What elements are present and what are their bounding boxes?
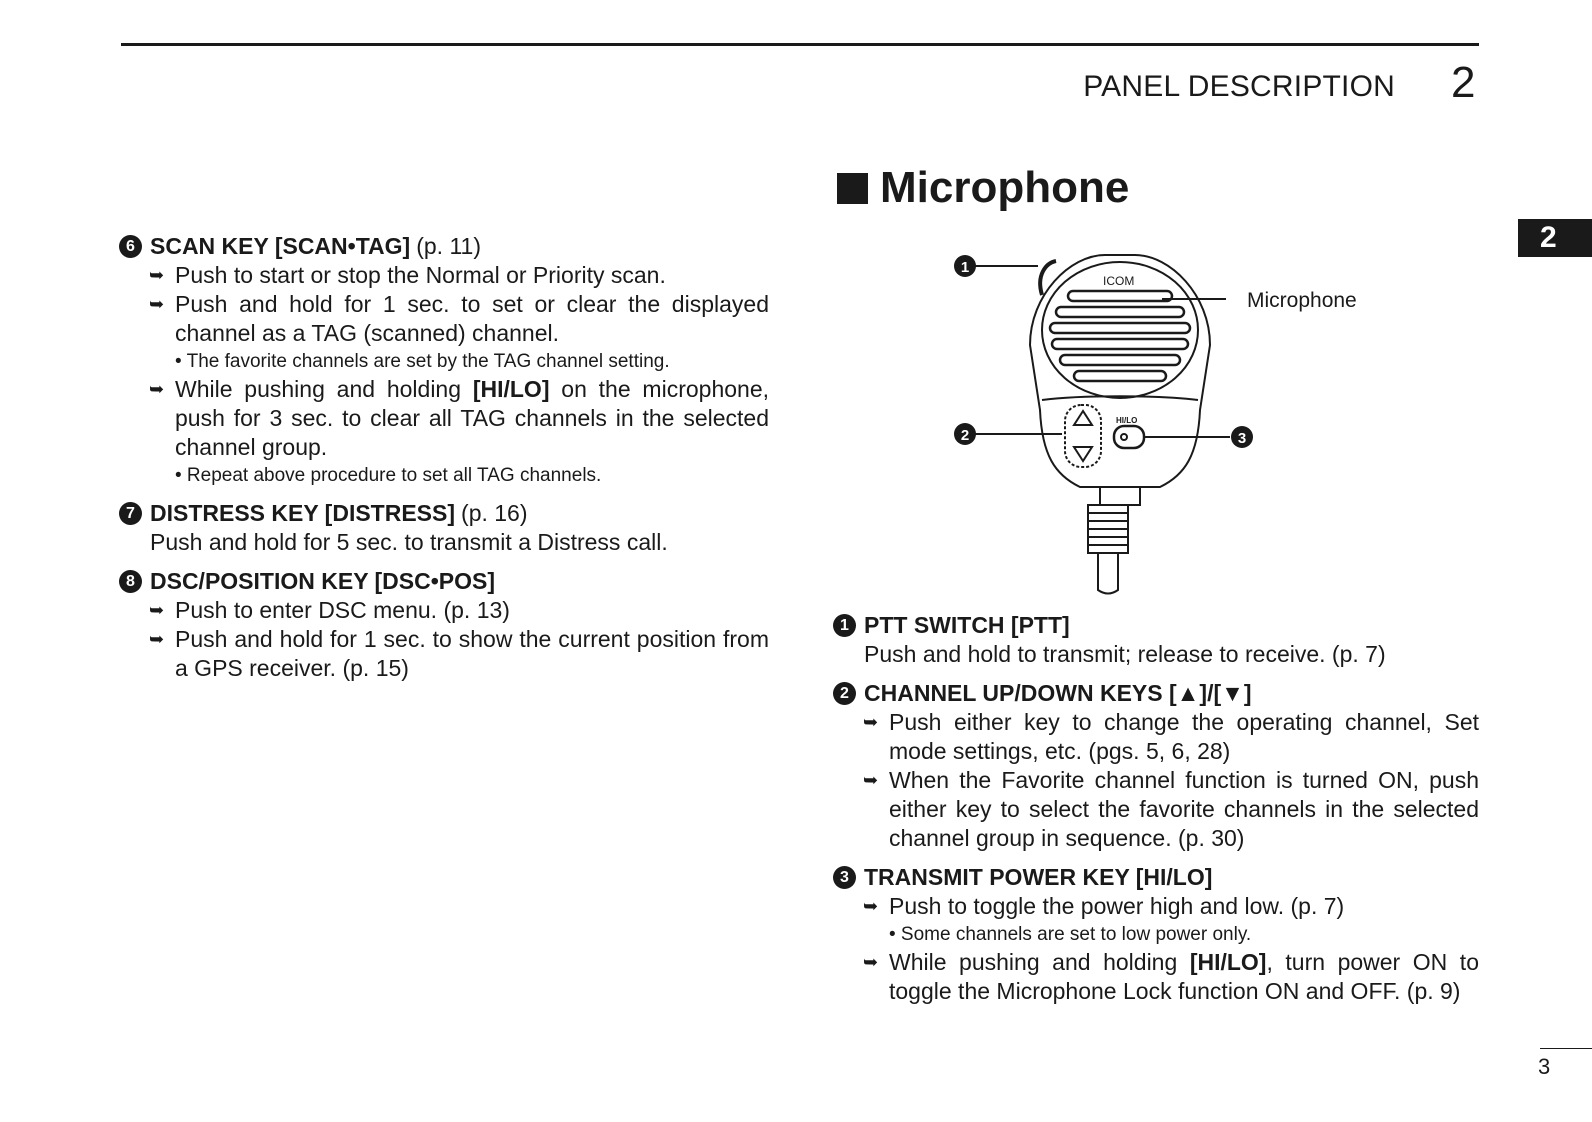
arrow-icon: ➥ [149,265,165,285]
chapter-number: 2 [1451,58,1476,107]
item-dsc-position-key [119,567,769,683]
callout-number-2: 2 [960,427,970,444]
bullet-text: Push and hold for 1 sec. to set or clear the displayed channel as a TAG (scanned) channel. [175,291,769,346]
item-scan-key [119,232,769,489]
item-number-badge: 3 [833,866,856,889]
hilo-key-label: HI/LO [1116,416,1138,425]
callout-number-3: 3 [1237,430,1247,447]
item-number-badge: 6 [119,235,142,258]
callout-number-2-group [954,423,976,445]
arrow-icon: ➥ [863,770,879,790]
item-title: DSC/POSITION KEY [DSC•POS] [150,568,496,594]
microphone-callout-label: Microphone [1247,289,1357,312]
item-channel-updown-keys [833,679,1479,853]
arrow-icon: ➥ [863,952,879,972]
item-number-badge: 7 [119,502,142,525]
page-reference: (p. 11) [416,233,481,259]
item-number-badge: 2 [833,682,856,705]
item-number-badge: 1 [833,614,856,637]
bullet-text: Push to toggle the power high and low. (p. 7) [889,893,1345,919]
item-distress-key [119,499,769,557]
item-title: TRANSMIT POWER KEY [HI/LO] [864,864,1213,890]
bullet-text: While pushing and holding [HI/LO] on the microphone, push for 3 sec. to clear all TAG channels in the selected channel group. [175,376,769,460]
microphone-heading: Microphone [837,163,1129,213]
item-title: SCAN KEY [SCAN•TAG] [150,233,411,259]
section-title: PANEL DESCRIPTION [1083,70,1395,103]
arrow-icon: ➥ [149,600,165,620]
bullet-text: Push to start or stop the Normal or Priority scan. [175,262,666,288]
arrow-icon: ➥ [863,712,879,732]
item-transmit-power-key [833,863,1479,1006]
bullet-text: When the Favorite channel function is turned ON, push either key to select the favorite channels in the selected channel group in sequence. (p. 30) [889,767,1479,851]
bullet-text: Push and hold for 1 sec. to show the current position from a GPS receiver. (p. 15) [175,626,769,681]
item-description: Push and hold for 5 sec. to transmit a Distress call. [150,529,668,555]
item-ptt-switch [833,611,1479,669]
bullet-text: While pushing and holding [HI/LO], turn power ON to toggle the Microphone Lock function ON and OFF. (p. 9) [889,949,1479,1004]
footer-rule [1540,1048,1592,1049]
page-number: 3 [1538,1054,1551,1079]
item-description: Push and hold to transmit; release to receive. (p. 7) [864,641,1386,667]
callout-number-1-group [954,255,976,277]
note-text: • Some channels are set to low power only. [889,924,1252,945]
item-title: CHANNEL UP/DOWN KEYS [▲]/[▼] [864,680,1252,706]
note-text: • The favorite channels are set by the TAG channel setting. [175,351,670,372]
item-title: DISTRESS KEY [DISTRESS] [150,500,456,526]
right-column [833,611,1479,1016]
bullet-text: Push to enter DSC menu. (p. 13) [175,597,510,623]
bullet-text: Push either key to change the operating channel, Set mode settings, etc. (pgs. 5, 6, 28) [889,709,1479,764]
arrow-icon: ➥ [149,379,165,399]
header-rule [121,43,1479,46]
brand-logo: ICOM [1103,274,1135,288]
arrow-icon: ➥ [149,629,165,649]
cord-collar [1100,487,1140,505]
cord [1098,553,1118,594]
left-column [119,232,769,693]
note-text: • Repeat above procedure to set all TAG channels. [175,465,602,486]
square-bullet-icon [837,173,868,204]
item-title: PTT SWITCH [PTT] [864,612,1070,638]
arrow-icon: ➥ [149,294,165,314]
item-number-badge: 8 [119,570,142,593]
chapter-tab: 2 [1518,219,1592,257]
callout-number-1: 1 [960,259,970,276]
page-reference: (p. 16) [461,500,528,526]
callout-number-3-group [1231,426,1253,448]
arrow-icon: ➥ [863,896,879,916]
